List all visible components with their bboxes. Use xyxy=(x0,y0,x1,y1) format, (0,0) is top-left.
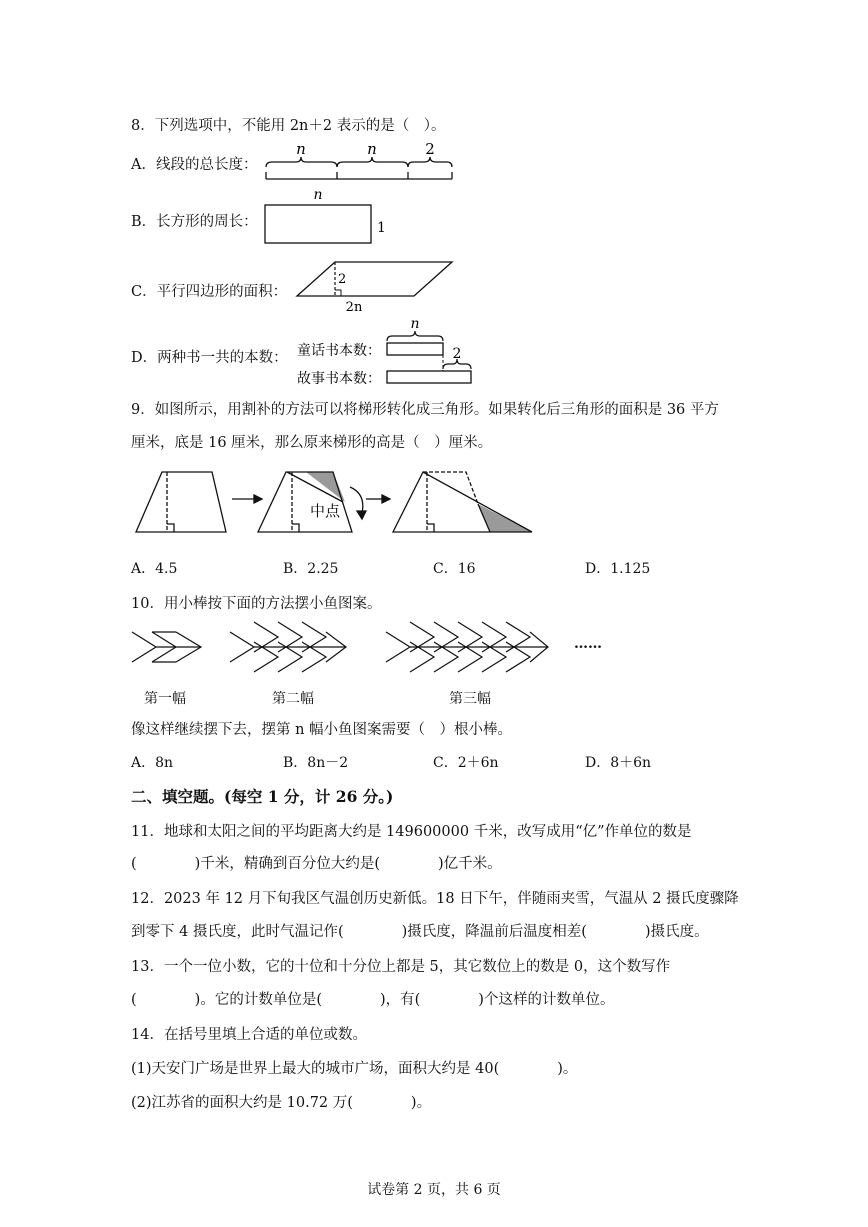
q8-figure-d-brace-n xyxy=(387,331,443,341)
q8-figure-d-row2-label: 故事书本数： xyxy=(297,371,381,387)
q10-ellipsis: …… xyxy=(574,636,602,652)
section2-title: 二、填空题。(每空 1 分，计 26 分。) xyxy=(131,787,394,806)
q14-sub1: (1)天安门广场是世界上最大的城市广场，面积大约是 40( )。 xyxy=(131,1061,578,1077)
q8-figure-b-side-label: 1 xyxy=(377,220,386,236)
q11-line1: 11．地球和太阳之间的平均距离大约是 149600000 千米，改写成用“亿”作单位的数是 xyxy=(131,824,692,840)
q9-rotate-arrow xyxy=(350,487,366,519)
q8-figure-a-label-2: 2 xyxy=(425,140,435,158)
q10-stem: 10．用小棒按下面的方法摆小鱼图案。 xyxy=(131,596,382,612)
q9-arrow-right-1 xyxy=(232,495,262,503)
q8-option-b: B．长方形的周长： xyxy=(131,214,258,230)
q10-option-c: C．2＋6n xyxy=(433,755,499,771)
q14-sub2: (2)江苏省的面积大约是 10.72 万( )。 xyxy=(131,1095,432,1111)
q8-figure-d-row1-label: 童话书本数： xyxy=(297,343,381,359)
q8-figure-a-label-n1: n xyxy=(296,140,306,158)
q10-caption-3: 第三幅 xyxy=(449,691,491,707)
q10-option-d: D．8＋6n xyxy=(585,755,652,771)
q8-option-d: D．两种书一共的本数： xyxy=(131,350,288,366)
q8-option-c: C．平行四边形的面积： xyxy=(131,284,288,300)
q8-figure-c-right-angle xyxy=(335,290,341,296)
q10-stem-2: 像这样继续摆下去，摆第 n 幅小鱼图案需要（ ）根小棒。 xyxy=(131,722,513,738)
q9-option-c: C．16 xyxy=(433,561,476,577)
q9-option-a: A．4.5 xyxy=(131,561,178,577)
q8-option-a: A．线段的总长度： xyxy=(131,157,258,173)
q9-stem-line2: 厘米，底是 16 厘米，那么原来梯形的高是（ ）厘米。 xyxy=(131,435,493,451)
q8-figure-d-label-n: n xyxy=(410,316,420,332)
q10-option-a: A．8n xyxy=(131,755,174,771)
q8-figure-d-bar1 xyxy=(387,343,443,355)
q8-figure-d-bar2 xyxy=(387,371,471,383)
q9-option-b: B．2.25 xyxy=(283,561,339,577)
q12-line1: 12．2023 年 12 月下旬我区气温创历史新低。18 日下午，伴随雨夹雪，气温从 2 摄氏度骤降 xyxy=(131,891,739,907)
q13-line2: ( )。它的计数单位是( )，有( )个这样的计数单位。 xyxy=(131,992,615,1008)
q10-caption-2: 第二幅 xyxy=(272,691,314,707)
q13-line1: 13．一个一位小数，它的十位和十分位上都是 5，其它数位上的数是 0，这个数写作 xyxy=(131,959,671,975)
q10-fish-figure-2 xyxy=(230,622,346,672)
q9-stem-line1: 9．如图所示，用割补的方法可以将梯形转化成三角形。如果转化后三角形的面积是 36 平方 xyxy=(131,402,719,418)
page-footer: 试卷第 2 页，共 6 页 xyxy=(367,1182,501,1198)
q10-fish-figure-1 xyxy=(132,632,201,662)
q8-figure-c-base-label: 2n xyxy=(345,300,363,315)
q10-caption-1: 第一幅 xyxy=(144,691,186,707)
q12-line2: 到零下 4 摄氏度，此时气温记作( )摄氏度，降温前后温度相差( )摄氏度。 xyxy=(131,924,709,940)
q9-figure-trapezoid-original xyxy=(136,472,226,532)
q8-figure-b-top-label: n xyxy=(313,187,323,203)
q8-figure-a-segment xyxy=(266,157,452,179)
q8-figure-c-parallelogram xyxy=(297,262,452,296)
q9-option-d: D．1.125 xyxy=(585,561,651,577)
q14-stem: 14．在括号里填上合适的单位或数。 xyxy=(131,1027,367,1043)
q8-figure-c-height-label: 2 xyxy=(338,272,347,287)
q9-arrow-right-2 xyxy=(366,495,390,503)
q10-fish-figure-3 xyxy=(386,622,548,672)
q8-figure-a-label-n2: n xyxy=(367,140,377,158)
q8-figure-b-rectangle xyxy=(265,205,371,243)
q8-stem: 8．下列选项中，不能用 2n＋2 表示的是（ ）。 xyxy=(131,118,446,134)
q11-line2: ( )千米，精确到百分位大约是( )亿千米。 xyxy=(131,856,502,872)
q10-option-b: B．8n－2 xyxy=(283,755,349,771)
q9-figure-triangle-result xyxy=(393,472,532,532)
q9-midpoint-label: 中点 xyxy=(310,502,341,520)
q8-figure-d-label-2: 2 xyxy=(452,346,462,362)
